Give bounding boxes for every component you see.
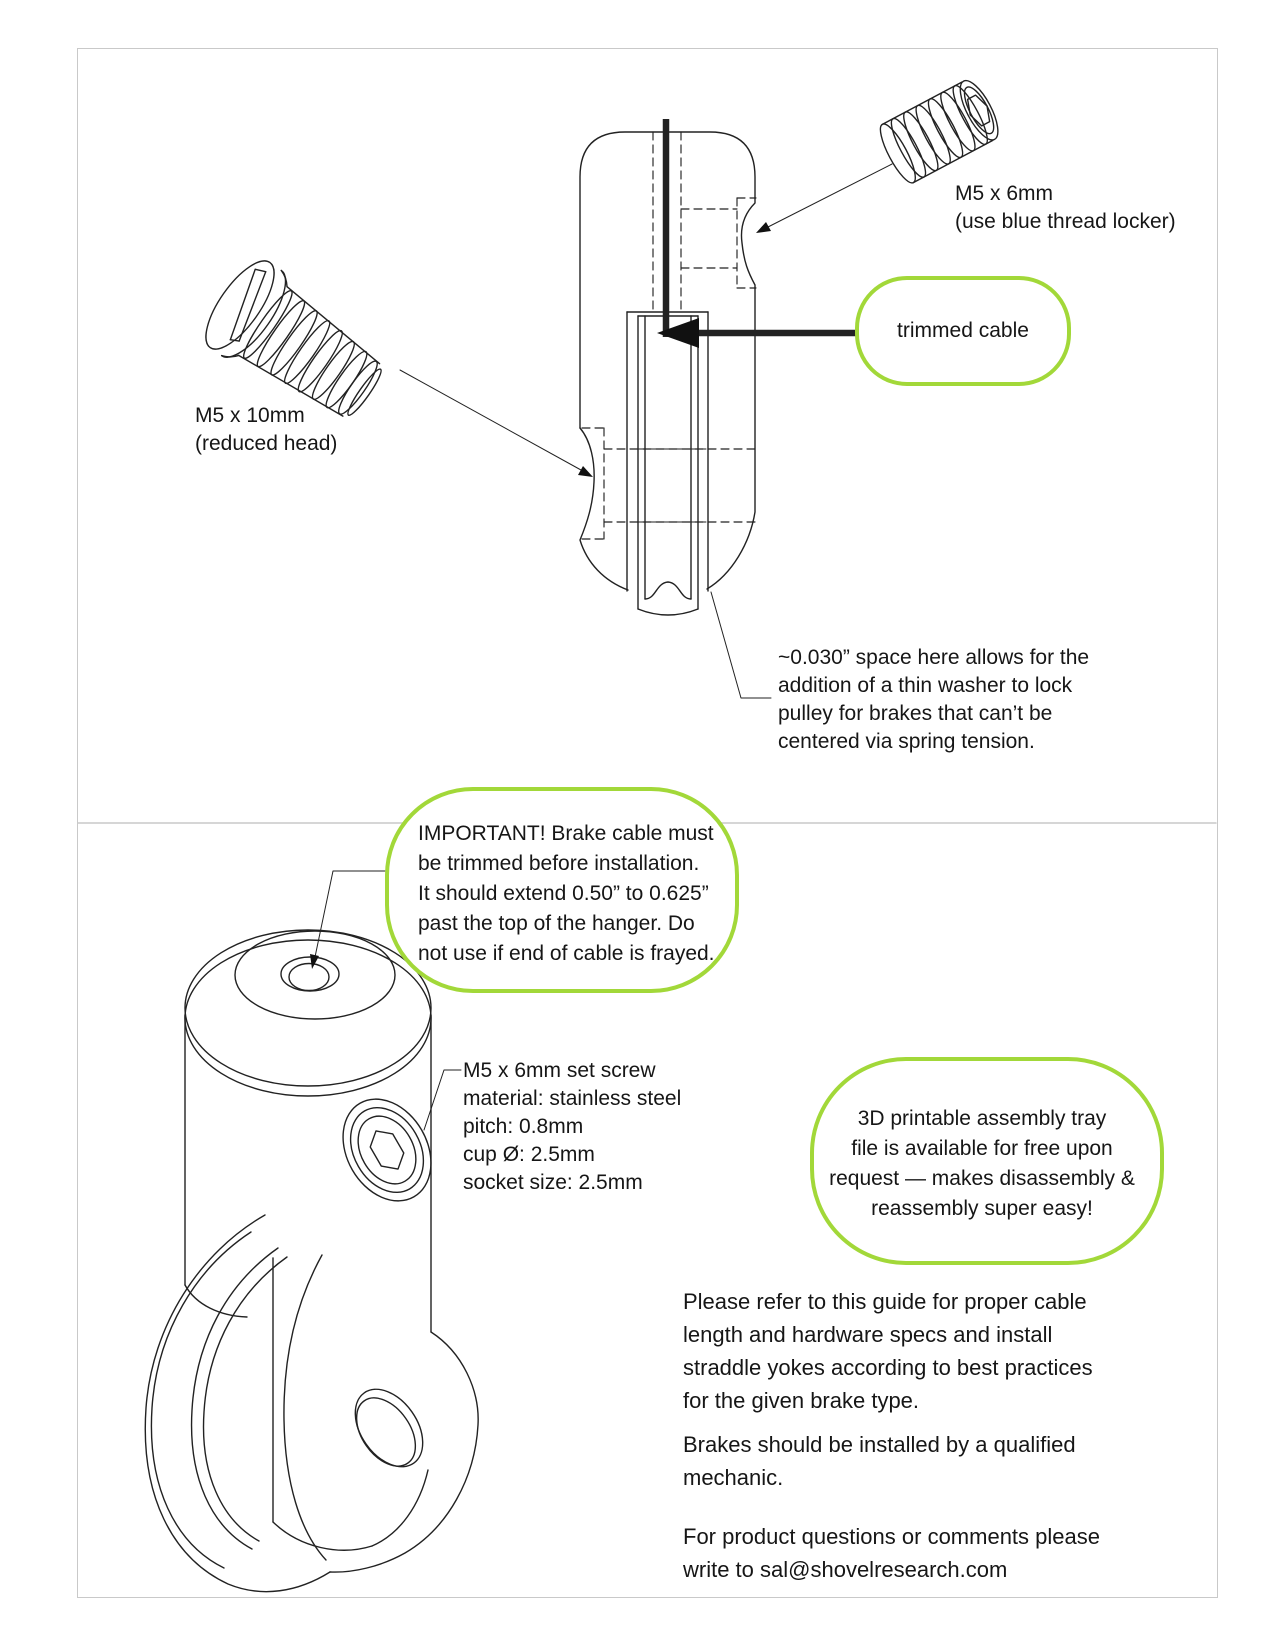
text-line: centered via spring tension.	[778, 730, 1035, 753]
text-line: pulley for brakes that can’t be	[778, 702, 1053, 725]
set-screw-specs	[463, 1057, 681, 1197]
contact-paragraph	[683, 1520, 1100, 1586]
set-screw-3d	[325, 1083, 448, 1217]
set-screw-drawing	[874, 76, 1005, 187]
washer-note	[778, 644, 1089, 756]
counterbore	[235, 931, 395, 1019]
guide-paragraph	[683, 1285, 1093, 1417]
text-line: (reduced head)	[195, 432, 338, 455]
text-line: for the given brake type.	[683, 1388, 920, 1413]
text-line: cup Ø: 2.5mm	[463, 1143, 595, 1166]
text-line: 3D printable assembly tray	[857, 1107, 1107, 1130]
text-line: (use blue thread locker)	[955, 210, 1176, 233]
text-line: be trimmed before installation.	[418, 852, 700, 875]
text-line: mechanic.	[683, 1465, 784, 1490]
text-line: addition of a thin washer to lock	[778, 674, 1073, 697]
pivot-screw-label	[195, 402, 337, 458]
hanger-front-view	[580, 119, 756, 615]
text-line: For product questions or comments please	[683, 1524, 1100, 1549]
yoke-arm	[330, 1332, 478, 1572]
pulley-front-view	[630, 316, 706, 615]
text-line: M5 x 10mm	[195, 404, 305, 427]
text-line: write to sal@shovelresearch.com	[683, 1557, 1008, 1582]
hex-socket	[365, 1124, 410, 1175]
text-line: M5 x 6mm	[955, 182, 1054, 205]
text-line: not use if end of cable is frayed.	[418, 942, 715, 965]
text-line: ~0.030” space here allows for the	[778, 646, 1090, 669]
cable-arrow	[657, 318, 857, 348]
printable-tray-note	[812, 1104, 1152, 1224]
text-line: material: stainless steel	[463, 1087, 682, 1110]
cable-hole	[289, 964, 329, 991]
set-screw-label	[955, 180, 1176, 236]
text-line: straddle yokes according to best practices	[683, 1355, 1093, 1380]
pulley-wheel-3d	[145, 1215, 330, 1592]
text-line: Brakes should be installed by a qualified	[683, 1432, 1076, 1457]
text-line: file is available for free upon	[851, 1137, 1113, 1160]
text-line: It should extend 0.50” to 0.625”	[418, 882, 709, 905]
text-line: reassembly super easy!	[871, 1197, 1093, 1220]
text-line: socket size: 2.5mm	[463, 1171, 643, 1194]
text-line: pitch: 0.8mm	[463, 1115, 584, 1138]
text-line: M5 x 6mm set screw	[463, 1059, 656, 1082]
text-line: IMPORTANT! Brake cable must	[418, 822, 714, 845]
text-line: past the top of the hanger. Do	[418, 912, 695, 935]
trimmed-cable-bubble	[855, 276, 1071, 386]
text-line: Please refer to this guide for proper cable	[683, 1289, 1087, 1314]
trimmed-cable-label: trimmed cable	[897, 319, 1029, 342]
text-line: request — makes disassembly &	[829, 1167, 1135, 1190]
mechanic-paragraph	[683, 1428, 1076, 1494]
text-line: length and hardware specs and install	[683, 1322, 1053, 1347]
important-note	[418, 819, 715, 969]
yoke-3d-view	[145, 930, 478, 1592]
